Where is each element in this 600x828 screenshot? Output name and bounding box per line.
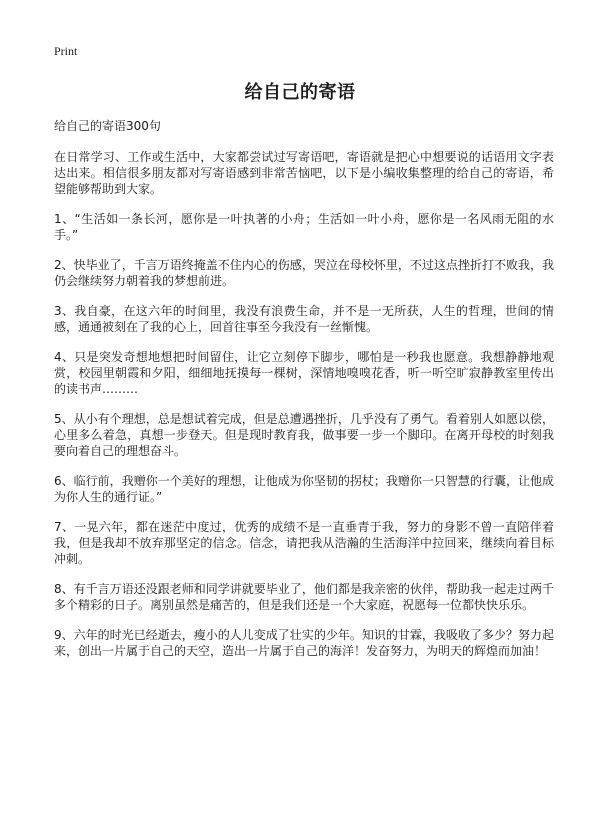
list-item: 3、我自豪，在这六年的时间里，我没有浪费生命，并不是一无所获，人生的哲理，世间的情感，通通被刻在了我的心上，回首往事至今我没有一丝惭愧。 <box>54 304 554 334</box>
list-item: 8、有千言万语还没跟老师和同学讲就要毕业了，他们都是我亲密的伙伴，帮助我一起走过两千多个精彩的日子。离别虽然是痛苦的，但是我们还是一个大家庭，祝愿每一位都快快乐乐。 <box>54 582 554 612</box>
list-item: 4、只是突发奇想地想把时间留住，让它立刻停下脚步，哪怕是一秒我也愿意。我想静静地观赏，校园里朝霞和夕阳，细细地抚摸每一棵树，深情地嗅嗅花香，听一听空旷寂静教室里传出的读书声……… <box>54 350 554 396</box>
page-title: 给自己的寄语 <box>244 82 356 103</box>
list-item: 6、临行前，我赠你一个美好的理想，让他成为你坚韧的拐杖；我赠你一只智慧的行囊，让他成为你人生的通行证。” <box>54 474 554 504</box>
article-subtitle: 给自己的寄语300句 <box>54 119 161 133</box>
print-link[interactable]: Print <box>54 44 78 58</box>
list-item: 7、一晃六年，都在迷茫中度过，优秀的成绩不是一直垂青于我，努力的身影不曾一直陪伴着我，但是我却不放弃那坚定的信念。信念，请把我从浩瀚的生活海洋中拉回来，继续向着目标冲刺。 <box>54 520 554 566</box>
intro-paragraph: 在日常学习、工作或生活中，大家都尝试过写寄语吧，寄语就是把心中想要说的话语用文字表达出来。相信很多朋友都对写寄语感到非常苦恼吧，以下是小编收集整理的给自己的寄语，希望能够帮助到大家。 <box>54 150 554 196</box>
list-item: 2、快毕业了，千言万语终掩盖不住内心的伤感，哭泣在母校怀里，不过这点挫折打不败我，我仍会继续努力朝着我的梦想前进。 <box>54 258 554 288</box>
article-body <box>54 118 554 673</box>
list-item: 9、六年的时光已经逝去，瘦小的人儿变成了壮实的少年。知识的甘霖，我吸收了多少？努力起来，创出一片属于自己的天空，造出一片属于自己的海洋！发奋努力，为明天的辉煌而加油！ <box>54 628 554 658</box>
list-item: 1、“生活如一条长河，愿你是一叶执著的小舟；生活如一叶小舟，愿你是一名风雨无阻的水手。” <box>54 212 554 242</box>
list-item: 5、从小有个理想，总是想试着完成，但是总遭遇挫折，几乎没有了勇气。看着别人如愿以偿，心里多么着急，真想一步登天。但是现时教育我，做事要一步一个脚印。在离开母校的时刻我要向着自己的理想奋斗。 <box>54 412 554 458</box>
